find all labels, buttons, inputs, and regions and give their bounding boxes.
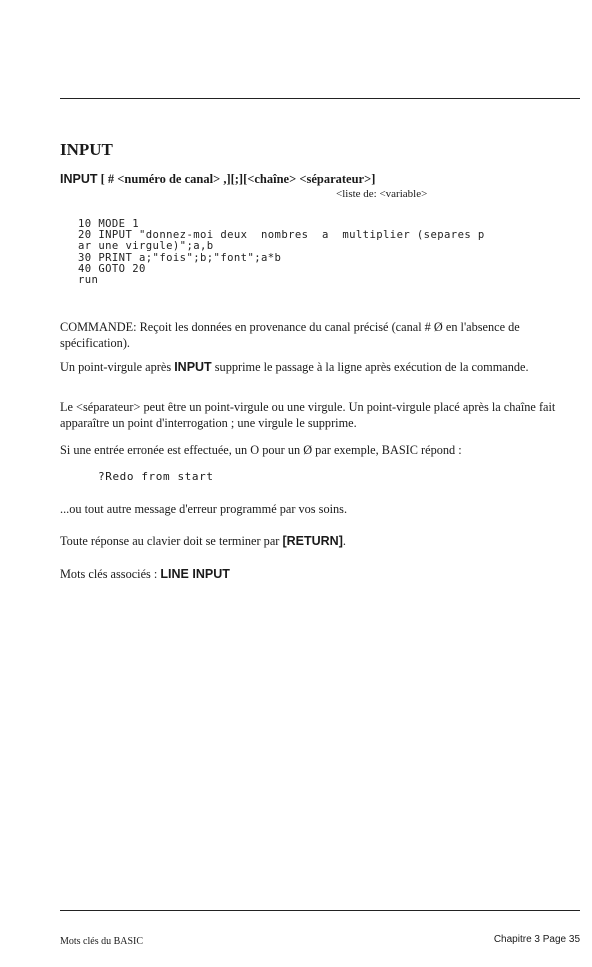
return-paragraph	[60, 534, 580, 550]
commande-paragraph: COMMANDE: Reçoit les données en provenance du canal précisé (canal # Ø en l'absence de spécification).	[60, 320, 520, 350]
other-message-paragraph: ...ou tout autre message d'erreur programmé par vos soins.	[60, 502, 348, 516]
error-paragraph: Si une entrée erronée est effectuée, un O pour un Ø par exemple, BASIC répond :	[60, 443, 462, 457]
semicolon-paragraph	[60, 360, 580, 376]
code-listing	[78, 219, 485, 286]
syntax-line	[60, 172, 375, 187]
text-span: Un point-virgule après	[60, 360, 175, 374]
page-title: INPUT	[60, 140, 113, 159]
related-keywords-paragraph	[60, 567, 580, 583]
bottom-divider	[60, 910, 580, 911]
syntax-parameters: [ # <numéro de canal> ,][;][<chaîne> <séparateur>]	[97, 172, 376, 186]
top-divider	[60, 98, 580, 99]
footer-book-title: Mots clés du BASIC	[60, 936, 144, 947]
redo-message: ?Redo from start	[98, 470, 214, 483]
text-span: Toute réponse au clavier doit se terminer par	[60, 534, 283, 548]
keyword-input: INPUT	[174, 360, 212, 374]
code-line: 30 PRINT a;"fois";b;"font";a*b	[78, 251, 282, 264]
code-line: ar une virgule)";a,b	[78, 240, 214, 253]
syntax-variable-list: <liste de: <variable>	[336, 188, 428, 200]
footer-page-number: Chapitre 3 Page 35	[493, 934, 580, 945]
separator-paragraph: Le <séparateur> peut être un point-virgule ou une virgule. Un point-virgule placé après la chaîne fait apparaître un point d'interrogation ; une virgule le supprime.	[60, 400, 556, 430]
code-line: 10 MODE 1	[78, 218, 140, 230]
text-span: Mots clés associés :	[60, 567, 161, 581]
keyword-return: [RETURN]	[282, 534, 343, 548]
text-span: supprime le passage à la ligne après exécution de la commande.	[211, 360, 529, 374]
code-line: run	[78, 274, 99, 287]
code-line: 20 INPUT "donnez-moi deux nombres a multiplier (separes p	[78, 229, 485, 242]
syntax-keyword: INPUT	[60, 172, 98, 186]
code-line: 40 GOTO 20	[78, 262, 146, 275]
text-span: .	[342, 534, 346, 548]
keyword-line-input: LINE INPUT	[160, 567, 230, 581]
